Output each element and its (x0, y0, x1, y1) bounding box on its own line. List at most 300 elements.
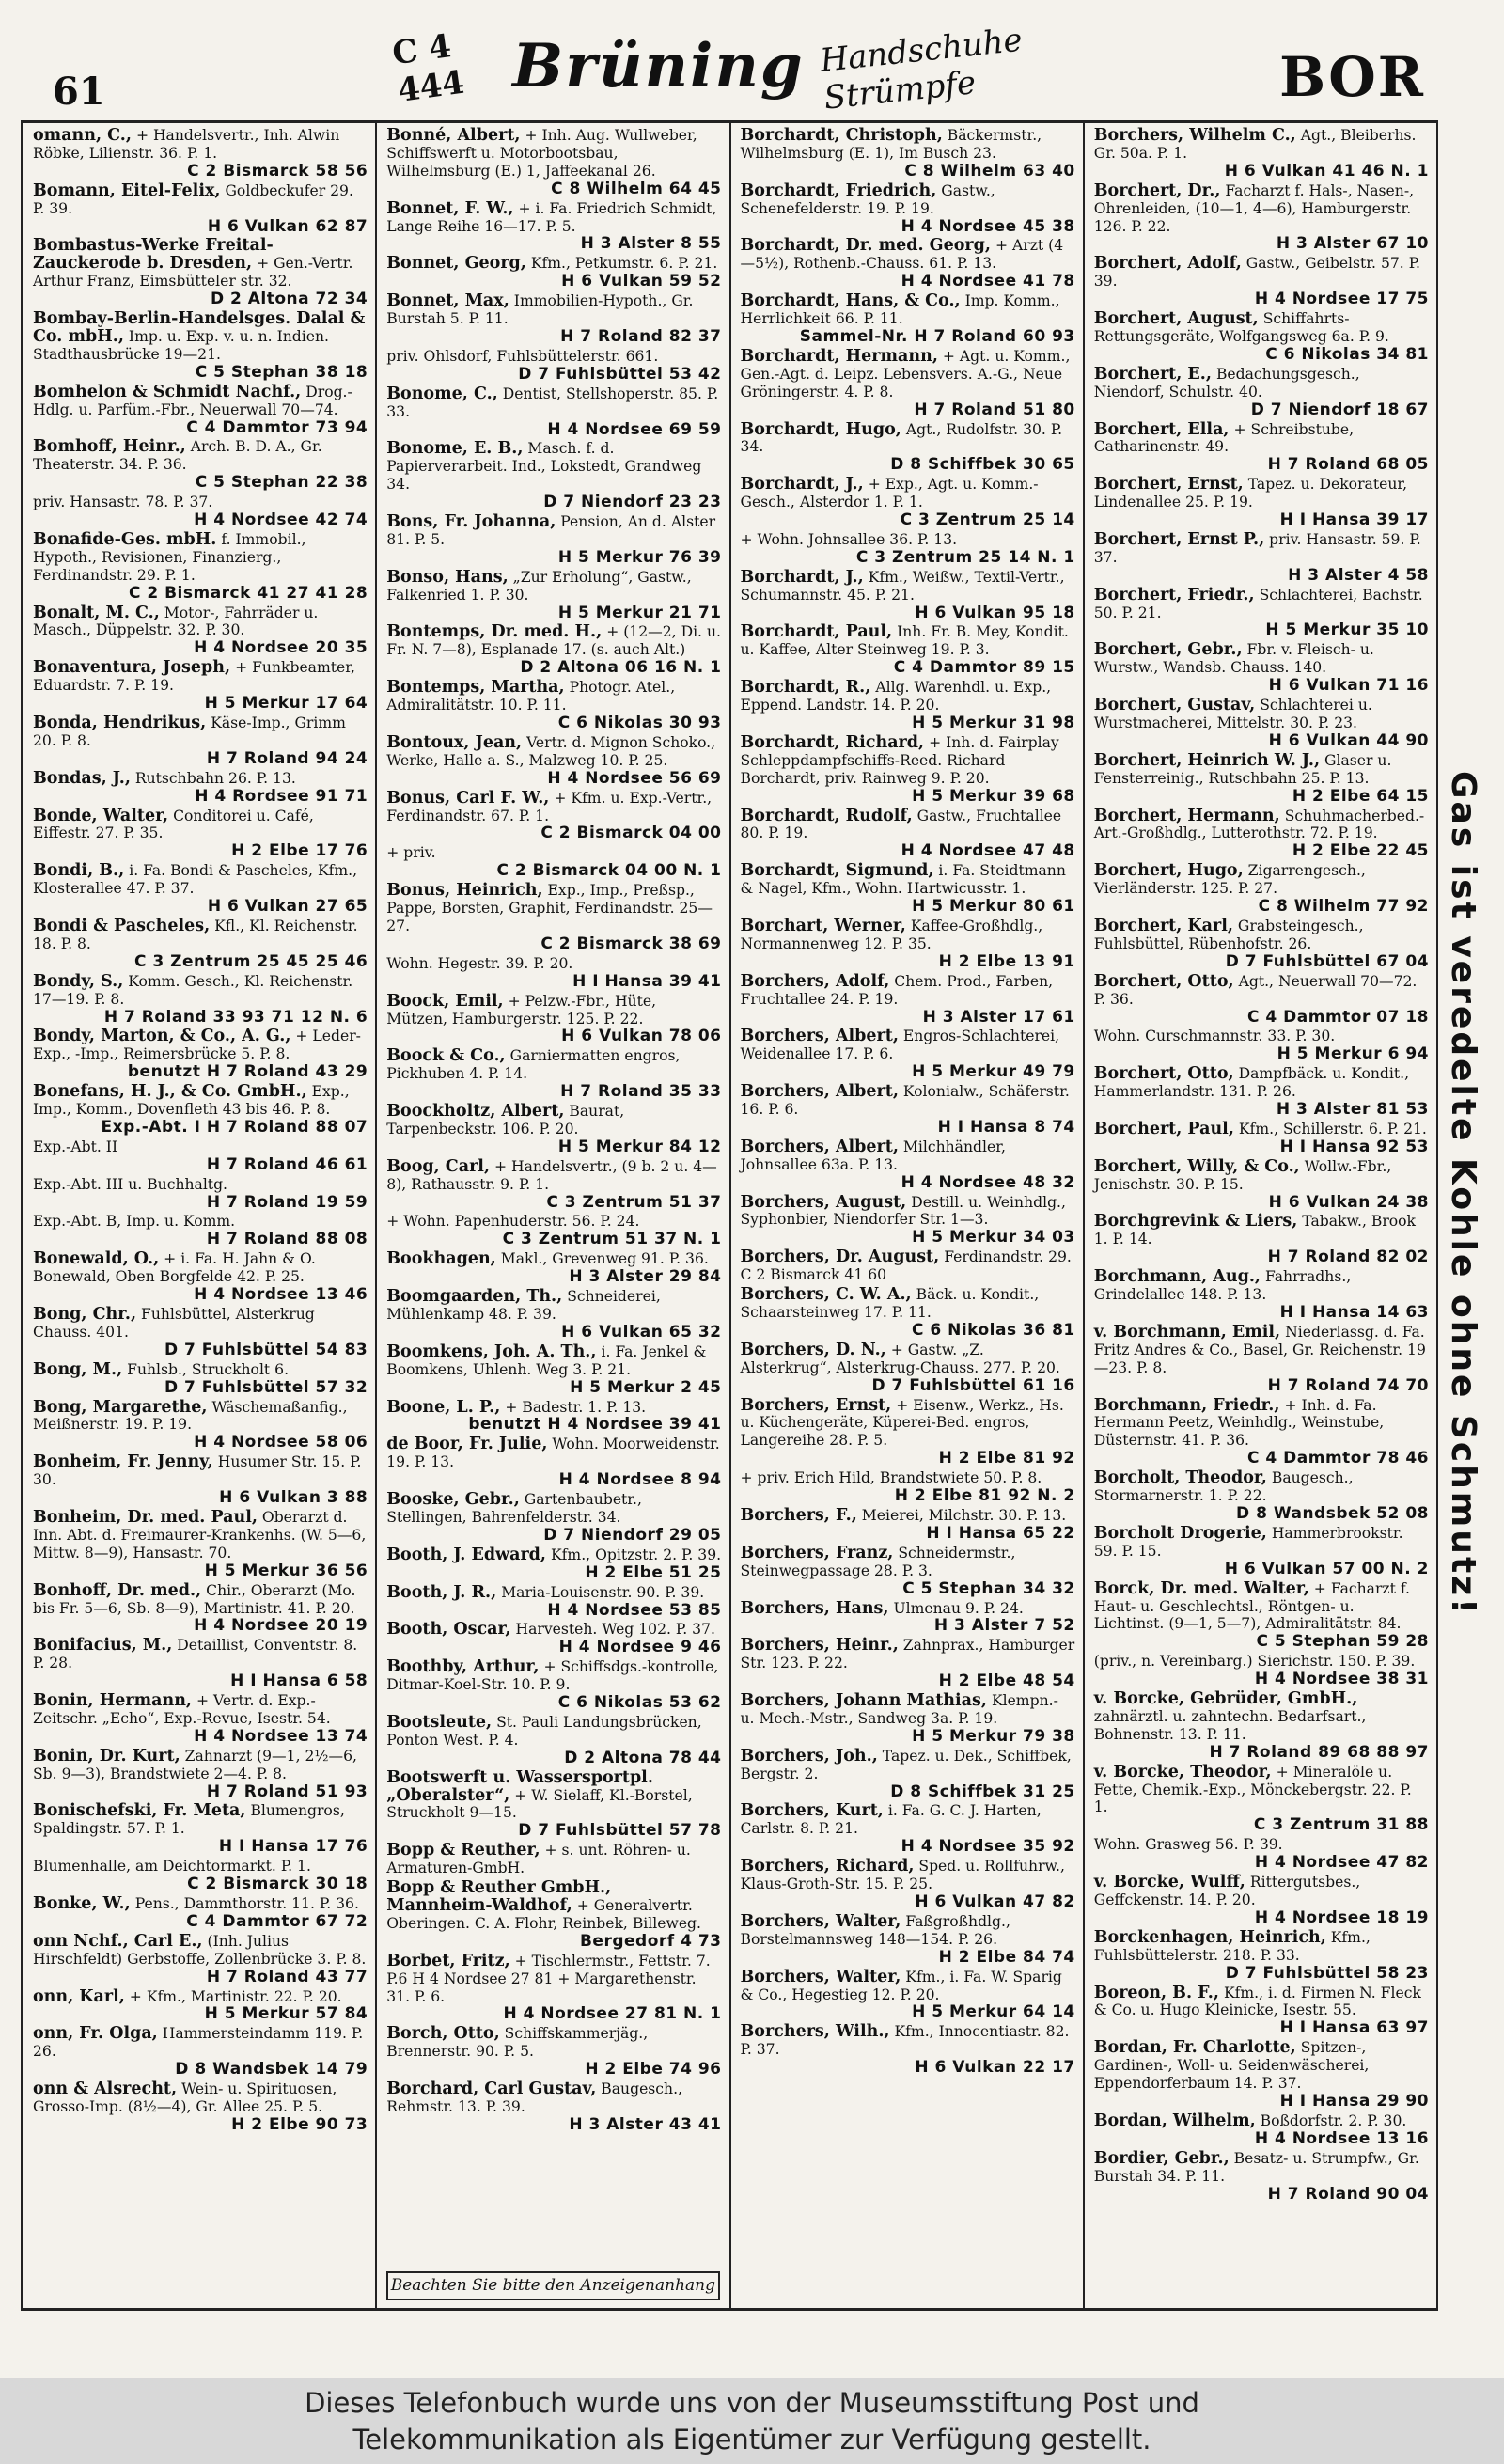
entry-details: + Eisenw., Werkz., Hs. u. Küchengeräte, Küperei-Bed. engros, Langereihe 28. P. 5. (740, 1396, 1064, 1450)
listing-entry (741, 973, 1075, 1027)
entry-details: Dentist, Stellshoperstr. 85. P. 33. (386, 385, 719, 420)
entry-details: + Handelsvertr., (9 b. 2 u. 4—8), Rathausstr. 9. P. 1. (386, 1157, 717, 1193)
entry-name: Borchers, Johann Mathias, (740, 1691, 987, 1711)
entry-details: Maria-Louisenstr. 90. P. 39. (501, 1583, 705, 1601)
entry-phone-number: C 4 Dammtor 07 18 (1247, 1007, 1429, 1027)
entry-name: Boock, Emil, (386, 991, 504, 1011)
entry-name: v. Borcke, Wulff, (1093, 1873, 1246, 1892)
listing-entry (1094, 1764, 1429, 1835)
entry-details: Schiffskammerjäg., Brennerstr. 90. P. 5. (386, 2025, 649, 2061)
entry-details: + Schiffsdgs.-kontrolle, Ditmar-Koel-Str. 10. P. 9. (386, 1658, 719, 1694)
entry-name: Booth, J. R., (386, 1582, 497, 1602)
entry-phone-number: benutzt H 4 Nordsee 39 41 (468, 1415, 722, 1435)
entry-name: Bondi, B., (33, 861, 125, 881)
listing-entry (1094, 1836, 1429, 1872)
entry-name: Bonefans, H. J., & Co. GmbH., (33, 1082, 307, 1102)
entry-phone-number: H 4 Nordsee 13 46 (194, 1285, 368, 1305)
listing-entry (1094, 697, 1429, 750)
listing-entry (741, 679, 1075, 732)
entry-details: + Kfm. u. Exp.-Vertr., Ferdinandstr. 67. P. 1. (386, 789, 713, 824)
entry-name: Bonnet, Max, (386, 291, 509, 311)
entry-phone-number: H 6 Vulkan 78 06 (561, 1027, 722, 1046)
listing-entry (741, 531, 1075, 567)
entry-details: Zahnprax., Hamburger Str. 123. P. 22. (740, 1637, 1075, 1672)
listing-entry (33, 1028, 368, 1081)
entry-details: Kfm., Petkumstr. 6. P. 21. (530, 255, 718, 273)
entry-phone-number: D 8 Wandsbek 52 08 (1236, 1503, 1429, 1523)
entry-name: Borchers, Walter, (740, 1967, 901, 1986)
entry-name: Borchardt, Paul, (740, 622, 893, 642)
entry-name: Borchardt, Christoph, (740, 126, 943, 145)
listing-entry (386, 1399, 721, 1435)
entry-details: Kfm., Innocentiastr. 82. P. 37. (740, 2023, 1070, 2059)
listing-entry (386, 1103, 721, 1156)
entry-name: Borchert, E., (1093, 364, 1212, 384)
entry-name: Borchers, Franz, (740, 1543, 894, 1562)
entry-name: Boomgaarden, Th., (386, 1287, 563, 1307)
entry-phone-number: H 3 Alster 81 53 (1276, 1100, 1429, 1120)
listing-entry (741, 1248, 1075, 1284)
entry-details: + Wohn. Papenhuderstr. 56. P. 24. (386, 1213, 640, 1231)
entry-phone-number: H 3 Alster 29 84 (569, 1267, 722, 1287)
entry-phone-number: H 4 Rordsee 91 71 (195, 786, 368, 806)
listing-entry (33, 604, 368, 658)
listing-entry (386, 734, 721, 788)
listing-entry (741, 1802, 1075, 1856)
entry-name: Bontemps, Dr. med. H., (386, 622, 603, 642)
entry-phone-number: D 7 Niendorf 29 05 (543, 1525, 722, 1545)
listing-entry (33, 384, 368, 437)
entry-details: + Facharzt f. Haut- u. Geschlechtsl., Röntgen- u. Lichtinst. (9—1, 5—7), Admiralitätstr. 84. (1093, 1579, 1411, 1633)
entry-details: + Wohn. Johnsallee 36. P. 13. (740, 530, 958, 548)
entry-phone-number: H 3 Alster 43 41 (569, 2114, 722, 2134)
entry-phone-number: H 5 Merkur 79 38 (912, 1726, 1075, 1746)
listing-entry (386, 1714, 721, 1767)
entry-phone-number: H 5 Merkur 84 12 (557, 1137, 722, 1156)
entry-details: Niederlassg. d. Fa. Fritz Andres & Co., Basel, Gr. Reichenstr. 19—23. P. 8. (1093, 1323, 1426, 1376)
listing-entry (386, 385, 721, 439)
entry-phone-number: H 4 Nordsee 41 78 (901, 272, 1075, 291)
entry-name: Bonnet, F. W., (386, 198, 514, 218)
listing-entry (33, 1637, 368, 1690)
entry-phone-number: H I Hansa 14 63 (1279, 1303, 1429, 1322)
listing-entry (33, 1213, 368, 1248)
entry-details: Ferdinandstr. 29. C 2 Bismarck 41 60 (740, 1248, 1072, 1284)
entry-phone-number: H 6 Vulkan 62 87 (207, 216, 368, 236)
listing-entry (33, 182, 368, 236)
entry-phone-number: D 8 Schiffbek 30 65 (890, 455, 1075, 475)
entry-phone-number: C 3 Zentrum 51 37 (546, 1192, 722, 1212)
listing-entry (1094, 1469, 1429, 1523)
entry-phone-number: H 3 Alster 8 55 (580, 234, 722, 254)
entry-details: + W. Sielaff, Kl.-Borstel, Struckholt 9—15. (386, 1786, 693, 1822)
entry-phone-number: H 4 Nordsee 47 82 (1254, 1853, 1429, 1873)
listing-entry (741, 1028, 1075, 1081)
entry-details: Faßgroßhdlg., Borstelmannsweg 148—154. P. 26. (740, 1912, 1010, 1948)
entry-name: Borchardt, Richard, (740, 732, 925, 752)
listing-entry (741, 237, 1075, 290)
entry-details: St. Pauli Landungsbrücken, Ponton West. P. 4. (386, 1713, 702, 1749)
entry-phone-number: C 3 Zentrum 25 14 N. 1 (855, 547, 1075, 567)
entry-details: Harvesteh. Weg 102. P. 37. (515, 1621, 715, 1639)
entry-details: „Zur Erholung“, Gastw., Falkenried 1. P. 30. (386, 568, 692, 604)
entry-name: Bonischefski, Fr. Meta, (33, 1801, 246, 1821)
entry-phone-number: H 6 Vulkan 95 18 (915, 603, 1075, 622)
entry-phone-number: H 5 Merkur 80 61 (912, 897, 1075, 917)
entry-details: + Inh. d. Fairplay Schleppdampfschiffs-Reed. Richard Borchardt, priv. Rainweg 9. P. 20. (740, 733, 1059, 787)
archive-caption (0, 2378, 1504, 2464)
entry-details: Husumer Str. 15. P. 30. (33, 1453, 362, 1489)
entry-details: + Agt. u. Komm., Gen.-Agt. d. Leipz. Lebensvers. A.-G., Neue Gröningerstr. 4. P. 8. (740, 347, 1071, 400)
entry-name: Bonin, Dr. Kurt, (33, 1746, 180, 1766)
entry-details: Dampfbäck. u. Kondit., Hammerlandstr. 131. P. 26. (1093, 1065, 1410, 1101)
entry-phone-number: H 3 Alster 4 58 (1288, 565, 1429, 585)
entry-name: Bootsleute, (386, 1712, 493, 1732)
entry-name: Bookhagen, (386, 1249, 496, 1269)
entry-name: Borchert, Heinrich W. J., (1093, 750, 1321, 770)
listing-entry (386, 127, 721, 198)
listing-entry (741, 127, 1075, 180)
entry-name: Borchers, Wilh., (740, 2022, 890, 2042)
entry-details: + s. unt. Röhren- u. Armaturen-GmbH. (386, 1842, 691, 1877)
listing-entry (741, 1469, 1075, 1505)
entry-name: Bonheim, Fr. Jenny, (33, 1452, 213, 1472)
entry-name: onn, Karl, (33, 1986, 125, 2006)
entry-details: Kfl., Kl. Reichenstr. 18. P. 8. (33, 917, 358, 952)
entry-name: Borchgrevink & Liers, (1093, 1212, 1298, 1232)
listing-entry (386, 200, 721, 254)
entry-phone-number: H 6 Vulkan 71 16 (1268, 676, 1429, 696)
alphabet-range-header: BOR (1279, 45, 1425, 109)
entry-name: Borchardt, R., (740, 678, 871, 698)
entry-phone-number: H 6 Vulkan 24 38 (1268, 1192, 1429, 1212)
entry-details: Gartenbaubetr., Stellingen, Bahrenfelderstr. 34. (386, 1491, 642, 1526)
listing-entry (741, 734, 1075, 806)
entry-details: + Generalvertr. Oberingen. C. A. Flohr, Reinbek, Billeweg. (386, 1897, 701, 1932)
listing-entry (386, 1842, 721, 1877)
listing-entry (386, 1343, 721, 1397)
entry-name: Bonda, Hendrikus, (33, 714, 207, 732)
listing-entry (1094, 808, 1429, 861)
entry-phone-number: C 8 Wilhelm 64 45 (551, 179, 722, 198)
entry-phone-number: H I Hansa 39 17 (1279, 510, 1429, 530)
entry-name: onn Nchf., Carl E., (33, 1931, 203, 1951)
entry-details: Imp. Komm., Herrlichkeit 66. P. 11. (740, 292, 1060, 328)
entry-phone-number: H 3 Alster 67 10 (1276, 234, 1429, 254)
entry-phone-number: D 7 Fuhlsbüttel 53 42 (518, 364, 722, 384)
entry-name: Borchers, Albert, (740, 1137, 899, 1156)
entry-name: Borchert, Karl, (1093, 916, 1233, 935)
entry-name: Bootswerft u. Wassersportpl. „Oberalster“, (386, 1767, 653, 1805)
ad-tagline: Handschuhe Strümpfe (818, 21, 1025, 118)
entry-details: Exp.-Abt. III u. Buchhaltg. (33, 1175, 228, 1193)
entry-details: Wein- u. Spirituosen, Grosso-Imp. (8½—4), Gr. Allee 25. P. 5. (33, 2080, 337, 2115)
listing-entry (386, 1769, 721, 1841)
entry-details: Glaser u. Fensterreinig., Rutschbahn 25. P. 13. (1093, 751, 1392, 787)
listing-entry (33, 1933, 368, 1986)
entry-phone-number: D 8 Wandsbek 14 79 (175, 2060, 368, 2079)
listing-entry (386, 1584, 721, 1620)
entry-name: Bonalt, M. C., (33, 603, 160, 622)
listing-entry (386, 513, 721, 567)
entry-phone-number: H 2 Elbe 48 54 (938, 1671, 1075, 1691)
entry-phone-number: H 5 Merkur 57 84 (204, 2004, 368, 2024)
entry-details: + Funkbeamter, Eduardstr. 7. P. 19. (33, 659, 355, 695)
entry-phone-number: H 5 Merkur 2 45 (570, 1377, 722, 1397)
entry-name: Boreon, B. F., (1093, 1983, 1219, 2002)
entry-details: Komm. Gesch., Kl. Reichenstr. 17—19. P. 8. (33, 972, 353, 1008)
entry-phone-number: H 4 Nordsee 47 48 (901, 841, 1075, 861)
listing-entry (1094, 476, 1429, 529)
entry-details: + Handelsvertr., Inh. Alwin Röbke, Lilienstr. 36. P. 1. (33, 127, 340, 162)
listing-column-4 (1085, 123, 1438, 2308)
entry-details: priv. Hansastr. 59. P. 37. (1093, 530, 1421, 566)
entry-phone-number: H I Hansa 65 22 (926, 1523, 1075, 1543)
entry-details: Sped. u. Rollfuhrw., Klaus-Groth-Str. 15. P. 25. (740, 1858, 1065, 1893)
entry-details: Schneiderei, Mühlenkamp 48. P. 39. (386, 1288, 661, 1323)
entry-phone-number: H I Hansa 92 53 (1279, 1137, 1429, 1156)
listing-entry (33, 862, 368, 916)
entry-details: Exp., Imp., Preßsp., Pappe, Borsten, Graphit, Ferdinandstr. 25—27. (386, 882, 713, 934)
listing-entry (1094, 752, 1429, 806)
entry-name: Bons, Fr. Johanna, (386, 512, 556, 532)
entry-details: Kfm., Opitzstr. 2. P. 39. (550, 1546, 722, 1563)
entry-details: Exp.-Abt. II (33, 1138, 118, 1155)
entry-phone-number: H 5 Merkur 49 79 (912, 1062, 1075, 1082)
entry-name: Borchardt, Dr. med. Georg, (740, 236, 991, 256)
entry-details: Kfm., i. d. Firmen N. Fleck & Co. u. Hugo Kleinicke, Isestr. 55. (1093, 1984, 1421, 2019)
listing-entry (33, 127, 368, 180)
entry-phone-number: D 8 Schiffbek 31 25 (890, 1781, 1075, 1801)
entry-details: Wollw.-Fbr., Jenischstr. 30. P. 15. (1093, 1157, 1392, 1193)
entry-name: Boomkens, Joh. A. Th., (386, 1342, 597, 1361)
entry-name: Borch, Otto, (386, 2024, 500, 2044)
entry-name: Bordier, Gebr., (1093, 2148, 1230, 2168)
entry-name: Borchers, C. W. A., (740, 1285, 912, 1305)
entry-details: Makl., Grevenweg 91. P. 36. (500, 1250, 709, 1268)
entry-details: Vertr. d. Mignon Schoko., Werke, Halle a. S., Malzweg 10. P. 25. (386, 733, 716, 769)
entry-phone-number: H I Hansa 17 76 (218, 1837, 368, 1857)
entry-details: Kolonialw., Schäferstr. 16. P. 6. (740, 1083, 1070, 1119)
listing-entry (1094, 1525, 1429, 1578)
entry-name: Bonhoff, Dr. med., (33, 1580, 202, 1600)
entry-name: Borchers, August, (740, 1192, 907, 1212)
entry-phone-number: H 5 Merkur 36 56 (204, 1561, 368, 1580)
entry-phone-number: H 4 Nordsee 38 31 (1254, 1670, 1429, 1689)
listing-entry (386, 1953, 721, 2024)
entry-details: Wohn. Grasweg 56. P. 39. (1093, 1836, 1283, 1854)
entry-name: Bong, M., (33, 1359, 123, 1379)
listing-entry (33, 2025, 368, 2079)
entry-details: (priv., n. Vereinbarg.) Sierichstr. 150. P. 39. (1093, 1653, 1416, 1671)
entry-details: Gastw., Schenefelderstr. 19. P. 19. (740, 181, 995, 217)
entry-phone-number: H 7 Roland 82 02 (1267, 1248, 1429, 1267)
entry-phone-number: H 2 Elbe 90 73 (231, 2114, 368, 2134)
listing-entry (386, 882, 721, 953)
entry-details: Zigarrengesch., Vierländerstr. 125. P. 27. (1093, 862, 1366, 898)
entry-phone-number: C 2 Bismarck 30 18 (187, 1875, 368, 1894)
listing-entry (1094, 2150, 1429, 2204)
listing-entry (1094, 1324, 1429, 1395)
entry-phone-number: H 2 Elbe 64 15 (1292, 786, 1429, 806)
listing-entry (386, 255, 721, 290)
entry-details: Motor-, Fahrräder u. Masch., Düppelstr. 32. P. 30. (33, 604, 319, 639)
listing-entry (1094, 1929, 1429, 1983)
entry-details: Photogr. Atel., Admiralitätstr. 10. P. 11. (386, 679, 676, 714)
listing-entry (1094, 2039, 1429, 2111)
listing-entry (33, 1361, 368, 1397)
listing-entry (741, 1194, 1075, 1248)
entry-phone-number: H 2 Elbe 17 76 (231, 841, 368, 861)
listing-entry (1094, 641, 1429, 695)
listing-entry (33, 1692, 368, 1746)
listing-entry (1094, 1580, 1429, 1652)
entry-details: Agt., Rudolfstr. 30. P. 34. (740, 420, 1063, 456)
entry-phone-number: D 7 Fuhlsbüttel 61 16 (871, 1375, 1075, 1395)
entry-phone-number: H 6 Vulkan 47 82 (915, 1892, 1075, 1911)
entry-details: Besatz- u. Strumpfw., Gr. Burstah 34. P. 11. (1093, 2149, 1419, 2185)
entry-details: + Gastw. „Z. Alsterkrug“, Alsterkrug-Chauss. 277. P. 20. (740, 1341, 1060, 1376)
entry-phone-number: C 6 Nikolas 53 62 (557, 1693, 722, 1713)
listing-entry (33, 770, 368, 806)
entry-details: Engros-Schlachterei, Weidenallee 17. P. 6. (740, 1028, 1060, 1063)
entry-name: Borchert, Ernst P., (1093, 529, 1265, 549)
entry-name: Bonafide-Ges. mbH. (33, 529, 217, 549)
listing-entry (386, 348, 721, 384)
listing-entry (33, 1306, 368, 1359)
entry-details: Chem. Prod., Farben, Fruchtallee 24. P. 19. (740, 972, 1054, 1008)
entry-phone-number: D 2 Altona 78 44 (564, 1748, 722, 1767)
entry-phone-number: H 2 Elbe 81 92 N. 2 (894, 1486, 1075, 1506)
entry-phone-number: H 4 Nordsee 13 74 (194, 1726, 368, 1746)
entry-name: Borbet, Fritz, (386, 1951, 510, 1970)
listing-entry (386, 569, 721, 622)
entry-name: Bonifacius, M., (33, 1636, 173, 1656)
listing-entry (386, 1158, 721, 1212)
listing-entry (1094, 1158, 1429, 1212)
entry-phone-number: H 7 Roland 51 93 (206, 1781, 368, 1801)
entry-name: Borchert, Paul, (1093, 1119, 1234, 1138)
entry-details: Exp.-Abt. B, Imp. u. Komm. (33, 1213, 236, 1231)
entry-phone-number: H 7 Roland 90 04 (1267, 2184, 1429, 2204)
listing-entry (386, 2025, 721, 2079)
entry-name: Borchert, Ella, (1093, 419, 1230, 439)
listing-entry (33, 2080, 368, 2134)
entry-details: Pens., Dammthorstr. 11. P. 36. (134, 1895, 359, 1912)
entry-phone-number: H 7 Roland 68 05 (1267, 455, 1429, 475)
entry-name: Bonheim, Dr. med. Paul, (33, 1507, 258, 1527)
entry-details: Pension, An d. Alster 81. P. 5. (386, 513, 716, 548)
entry-phone-number: H 6 Vulkan 3 88 (219, 1488, 368, 1508)
entry-name: Borchert, Willy, & Co., (1093, 1156, 1300, 1176)
entry-details: Kfm., i. Fa. W. Sparig & Co., Hegestieg 12. P. 20. (740, 1968, 1062, 2003)
entry-details: + Vertr. d. Exp.-Zeitschr. „Echo“, Exp.-Revue, Isestr. 54. (33, 1692, 331, 1727)
entry-details: Chir., Oberarzt (Mo. bis Fr. 5—6, Sb. 8—9), Martinistr. 41. P. 20. (33, 1581, 356, 1617)
entry-details: + Gen.-Vertr. Arthur Franz, Eimsbütteler str. 32. (33, 255, 353, 290)
entry-name: Bomhoff, Heinr., (33, 437, 186, 457)
entry-details: Bäck. u. Kondit., Schaarsteinweg 17. P. 11. (740, 1286, 1040, 1321)
entry-details: Facharzt f. Hals-, Nasen-, Ohrenleiden, (10—1, 4—6), Hamburgerstr. 126. P. 22. (1093, 181, 1415, 235)
entry-name: Bong, Chr., (33, 1305, 137, 1324)
listing-entry (386, 1250, 721, 1286)
entry-phone-number: H 5 Merkur 76 39 (557, 547, 722, 567)
entry-name: Borchers, Albert, (740, 1082, 899, 1102)
entry-name: Borchmann, Friedr., (1093, 1395, 1280, 1415)
entry-phone-number: H 7 Roland 74 70 (1267, 1375, 1429, 1395)
entry-phone-number: H 5 Merkur 17 64 (204, 694, 368, 714)
entry-name: Bonus, Heinrich, (386, 881, 543, 901)
entry-details: Schlachterei, Bachstr. 50. P. 21. (1093, 586, 1423, 621)
entry-phone-number: D 7 Fuhlsbüttel 57 32 (164, 1377, 368, 1397)
entry-phone-number: Bergedorf 4 73 (579, 1931, 722, 1951)
entry-name: Borckenhagen, Heinrich, (1093, 1927, 1326, 1947)
listing-entry (1094, 1028, 1429, 1063)
entry-details: Conditorei u. Café, Eiffestr. 27. P. 35. (33, 807, 314, 842)
listing-entry (386, 1546, 721, 1582)
entry-details: Spitzen-, Gardinen-, Woll- u. Seidenwäscherei, Eppendorferbaum 14. P. 37. (1093, 2039, 1370, 2093)
entry-phone-number: C 3 Zentrum 31 88 (1253, 1815, 1429, 1835)
entry-details: + Mineralöle u. Fette, Chemik.-Exp., Mönckebergstr. 22. P. 1. (1093, 1763, 1412, 1816)
entry-phone-number: H 4 Nordsee 20 19 (194, 1616, 368, 1636)
entry-phone-number: H 4 Nordsee 45 38 (901, 216, 1075, 236)
entry-name: Bomann, Eitel-Felix, (33, 180, 221, 200)
listing-entry (1094, 127, 1429, 180)
entry-name: Bonome, C., (386, 384, 498, 403)
entry-name: Bonaventura, Joseph, (33, 658, 231, 678)
entry-name: Borchert, August, (1093, 309, 1259, 329)
entry-details: Meierei, Milchstr. 30. P. 13. (861, 1506, 1067, 1524)
entry-phone-number: D 7 Fuhlsbüttel 67 04 (1225, 951, 1429, 971)
listing-entry (741, 1748, 1075, 1801)
listing-entry (33, 531, 368, 603)
listing-entry (1094, 1065, 1429, 1119)
entry-details: Kfm., Fuhlsbüttelerstr. 218. P. 33. (1093, 1928, 1371, 1964)
entry-details: + priv. Erich Hild, Brandstwiete 50. P. 8. (740, 1469, 1042, 1487)
entry-name: v. Borcke, Theodor, (1093, 1762, 1272, 1781)
entry-details: Destill. u. Weinhdlg., Syphonbier, Niendorfer Str. 1—3. (740, 1193, 1066, 1229)
entry-phone-number: C 6 Nikolas 34 81 (1265, 344, 1429, 364)
entry-details: Kfm., Schillerstr. 6. P. 21. (1238, 1120, 1427, 1138)
entry-phone-number: H 5 Merkur 64 14 (912, 2002, 1075, 2022)
entry-phone-number: benutzt H 7 Roland 43 29 (127, 1062, 368, 1082)
entry-phone-number: D 2 Altona 06 16 N. 1 (520, 658, 722, 678)
entry-name: Borchers, F., (740, 1505, 857, 1525)
entry-name: Borchers, D. N., (740, 1340, 886, 1359)
entry-details: Grabsteingesch., Fuhlsbüttel, Rübenhofstr. 26. (1093, 917, 1364, 952)
listing-entry (33, 310, 368, 382)
entry-name: Booth, Oscar, (386, 1620, 511, 1640)
listing-entry (741, 1692, 1075, 1746)
listing-entry (741, 292, 1075, 346)
entry-phone-number: H 5 Merkur 35 10 (1265, 620, 1429, 640)
listing-entry (1094, 1121, 1429, 1156)
listing-entry (1094, 1268, 1429, 1322)
listing-entry (1094, 182, 1429, 254)
entry-details: f. Immobil., Hypoth., Revisionen, Finanzierg., Ferdinandstr. 29. P. 1. (33, 530, 306, 584)
entry-details: Gastw., Geibelstr. 57. P. 39. (1093, 255, 1421, 290)
entry-name: onn & Alsrecht, (33, 2079, 178, 2099)
entry-phone-number: H 7 Roland 19 59 (206, 1192, 368, 1212)
entry-phone-number: C 5 Stephan 38 18 (195, 362, 368, 382)
entry-phone-number: H 5 Merkur 31 98 (912, 714, 1075, 732)
entry-phone-number: C 4 Dammtor 67 72 (186, 1911, 368, 1931)
listing-entry (741, 1138, 1075, 1192)
entry-phone-number: H I Hansa 63 97 (1279, 2018, 1429, 2038)
entry-phone-number: C 5 Stephan 22 38 (195, 473, 368, 493)
entry-phone-number: H I Hansa 39 41 (572, 971, 722, 991)
entry-name: Borchert, Gustav, (1093, 696, 1256, 715)
entry-name: Borchardt, Hermann, (740, 346, 938, 366)
